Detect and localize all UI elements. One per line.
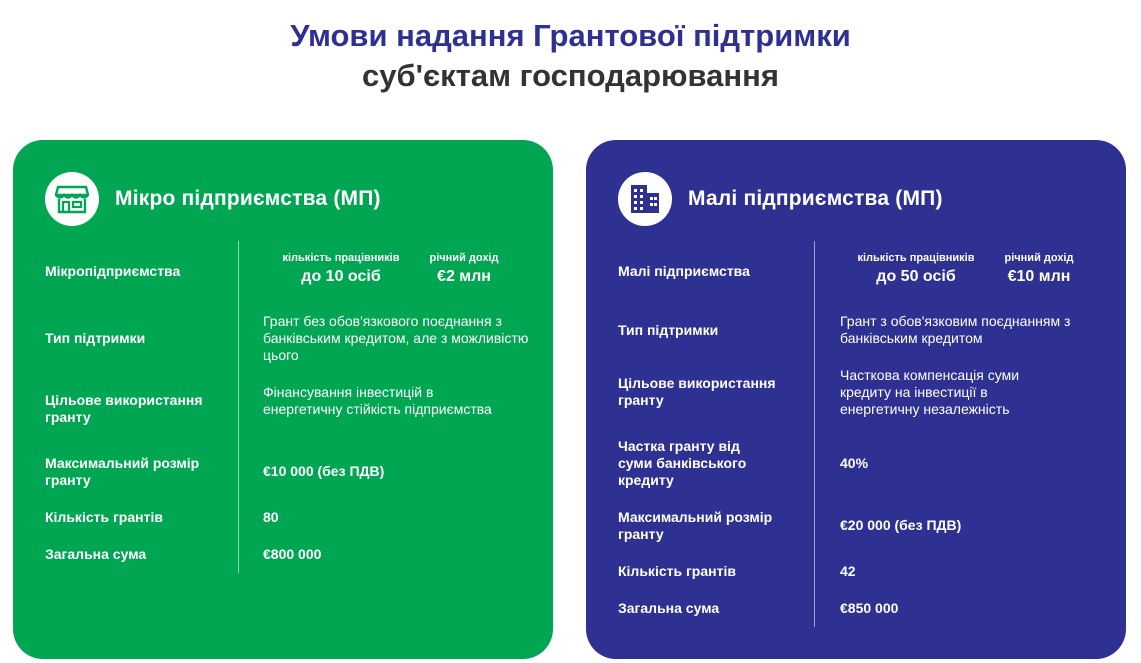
small-usage-value: Часткова компенсація суми кредиту на інвестиції в енергетичну незалежність (840, 367, 1020, 417)
micro-card-title: Мікро підприємства (МП) (115, 187, 381, 210)
small-usage-label: Цільове використання гранту (618, 375, 776, 408)
micro-row-label: Мікропідприємства (45, 263, 181, 279)
micro-column-divider (238, 241, 239, 573)
small-enterprises-card (586, 140, 1126, 659)
small-share-value: 40% (840, 455, 869, 471)
micro-total-label: Загальна сума (45, 546, 147, 562)
small-max-value: €20 000 (без ПДВ) (840, 517, 962, 533)
micro-max-value: €10 000 (без ПДВ) (263, 463, 385, 479)
micro-count-value: 80 (263, 509, 279, 525)
small-row-label: Малі підприємства (618, 263, 750, 279)
micro-income-label: річний дохід (429, 252, 499, 264)
page-title-line2: суб'єктам господарювання (362, 58, 779, 93)
micro-total-value: €800 000 (263, 546, 322, 562)
small-count-value: 42 (840, 563, 856, 579)
micro-max-label: Максимальний розмір гранту (45, 455, 200, 488)
micro-enterprises-card (13, 140, 553, 659)
micro-usage-value: Фінансування інвестицій в енергетичну стійкість підприємства (263, 384, 492, 417)
micro-card-header (45, 172, 381, 226)
micro-income-value: €2 млн (437, 268, 491, 285)
small-income-value: €10 млн (1007, 268, 1071, 285)
page-title-line1: Умови надання Грантової підтримки (290, 18, 851, 53)
small-column-divider (814, 241, 815, 627)
small-max-label: Максимальний розмір гранту (618, 509, 773, 542)
small-employees (838, 252, 994, 286)
small-total-label: Загальна сума (618, 600, 720, 616)
micro-usage-label: Цільове використання гранту (45, 392, 203, 425)
small-employees-label: кількість працівників (857, 252, 975, 264)
small-share-label: Частка гранту від суми банківського кредиту (618, 438, 747, 488)
page-title (0, 16, 1141, 96)
small-support-label: Тип підтримки (618, 322, 719, 338)
micro-support-value: Грант без обов'язкового поєднання з банківським кредитом, але з можливістю цього (263, 313, 529, 363)
small-count-label: Кількість грантів (618, 563, 736, 579)
shop-icon (45, 172, 99, 226)
small-income-label: річний дохід (1004, 252, 1074, 264)
micro-employees-label: кількість працівників (282, 252, 400, 264)
small-employees-value: до 50 осіб (876, 268, 956, 285)
micro-employees-value: до 10 осіб (301, 268, 381, 285)
small-total-value: €850 000 (840, 600, 899, 616)
small-income (992, 252, 1086, 286)
micro-support-label: Тип підтримки (45, 330, 146, 346)
building-icon (618, 172, 672, 226)
small-support-value: Грант з обов'язковим поєднанням з банківським кредитом (840, 313, 1071, 346)
small-card-header (618, 172, 943, 226)
micro-employees (263, 252, 419, 286)
small-card-title: Малі підприємства (МП) (688, 187, 943, 210)
micro-income (417, 252, 511, 286)
micro-count-label: Кількість грантів (45, 509, 163, 525)
